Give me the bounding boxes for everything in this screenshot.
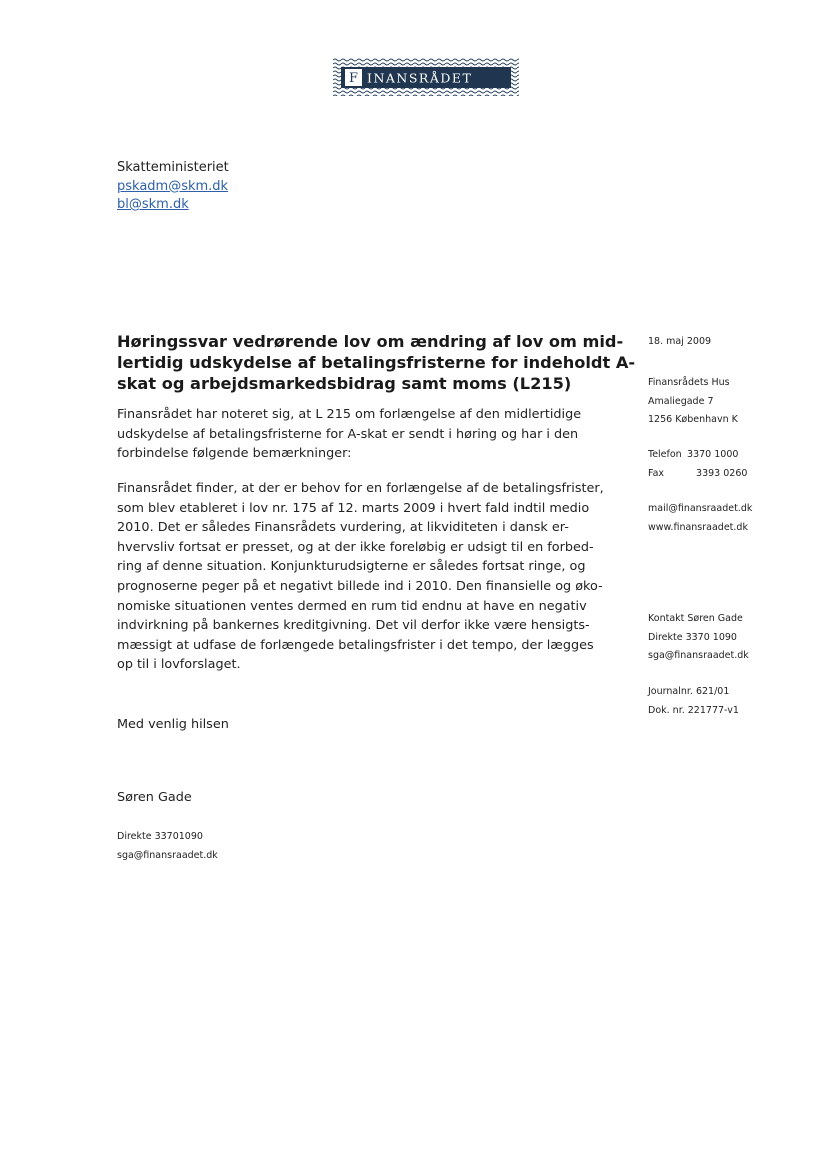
paragraph-line: hvervsliv fortsat er presset, og at der ikke foreløbig er udsigt til en forbed- (117, 539, 594, 555)
letter-date (648, 336, 711, 347)
address-line: Amaliegade 7 (648, 395, 714, 407)
sender-web (648, 500, 752, 537)
fax-label: Fax (648, 467, 665, 479)
journal-number: Journalnr. 621/01 (648, 686, 730, 697)
title-line: Høringssvar vedrørende lov om ændring af lov om mid- (117, 332, 624, 351)
logo-initial: F (348, 71, 359, 86)
signer-direct-phone: Direkte 33701090 (117, 831, 203, 842)
signer-contact (117, 828, 218, 865)
title-line: skat og arbejdsmarkedsbidrag samt moms (L215) (117, 374, 572, 393)
letter-title (117, 331, 636, 394)
sender-website: www.finansraadet.dk (648, 521, 748, 533)
paragraph-intro (117, 405, 581, 464)
phone-row (648, 446, 747, 465)
paragraph-line: Finansrådet finder, at der er behov for en forlængelse af de betalingsfrister, (117, 481, 604, 496)
closing-greeting: Med venlig hilsen (117, 717, 229, 732)
sender-address (648, 374, 738, 430)
logo-wordmark: INANSRÅDET (367, 70, 473, 86)
paragraph-line: 2010. Det er således Finansrådets vurdering, at likviditeten i dansk er- (117, 520, 569, 536)
signer-name: Søren Gade (117, 790, 192, 805)
paragraph-line: som blev etableret i lov nr. 175 af 12. marts 2009 i hvert fald indtil medio (117, 500, 590, 516)
phone-label: Telefon (648, 449, 682, 460)
paragraph-line: op til i lovforslaget. (117, 657, 241, 673)
address-line: Finansrådets Hus (648, 377, 730, 388)
contact-direct: Direkte 3370 1090 (648, 631, 737, 643)
paragraph-line: mæssigt at udfase de forlængede betalingsfrister i det tempo, der lægges (117, 637, 594, 653)
recipient-block (117, 159, 229, 215)
contact-name: Kontakt Søren Gade (648, 613, 743, 624)
contact-email: sga@finansraadet.dk (648, 650, 749, 661)
recipient-name: Skatteministeriet (117, 160, 229, 175)
paragraph-line: prognoserne peger på et negativt billede ind i 2010. Den finansielle og øko- (117, 578, 603, 594)
paragraph-main (117, 479, 604, 675)
title-line: lertidig udskydelse af betalingsfristerne for indeholdt A- (117, 353, 636, 372)
document-number: Dok. nr. 221777-v1 (648, 704, 739, 716)
paragraph-line: ring af denne situation. Konjunkturudsigterne er således fortsat ringe, og (117, 559, 586, 575)
fax-value: 3393 0260 (696, 467, 748, 479)
address-line: 1256 København K (648, 414, 738, 425)
recipient-email-link[interactable]: pskadm@skm.dk (117, 178, 229, 194)
paragraph-line: forbindelse følgende bemærkninger: (117, 446, 352, 462)
journal-info (648, 683, 739, 720)
paragraph-line: udskydelse af betalingsfristerne for A-skat er sendt i høring og har i den (117, 426, 579, 442)
phone-value: 3370 1000 (687, 449, 739, 460)
recipient-email-link-2[interactable]: bl@skm.dk (117, 197, 189, 212)
signer-email: sga@finansraadet.dk (117, 849, 218, 861)
date-text: 18. maj 2009 (648, 336, 712, 347)
sender-mail: mail@finansraadet.dk (648, 503, 753, 514)
finansraadet-logo (333, 58, 519, 96)
paragraph-line: Finansrådet har noteret sig, at L 215 om forlængelse af den midlertidige (117, 407, 582, 422)
paragraph-line: indvirkning på bankernes kreditgivning. Det vil derfor ikke være hensigts- (117, 618, 590, 634)
contact-person (648, 610, 749, 666)
sender-phone-fax (648, 446, 747, 483)
paragraph-line: nomiske situationen ventes dermed en rum tid endnu at have en negativ (117, 598, 587, 614)
fax-row (648, 465, 747, 484)
